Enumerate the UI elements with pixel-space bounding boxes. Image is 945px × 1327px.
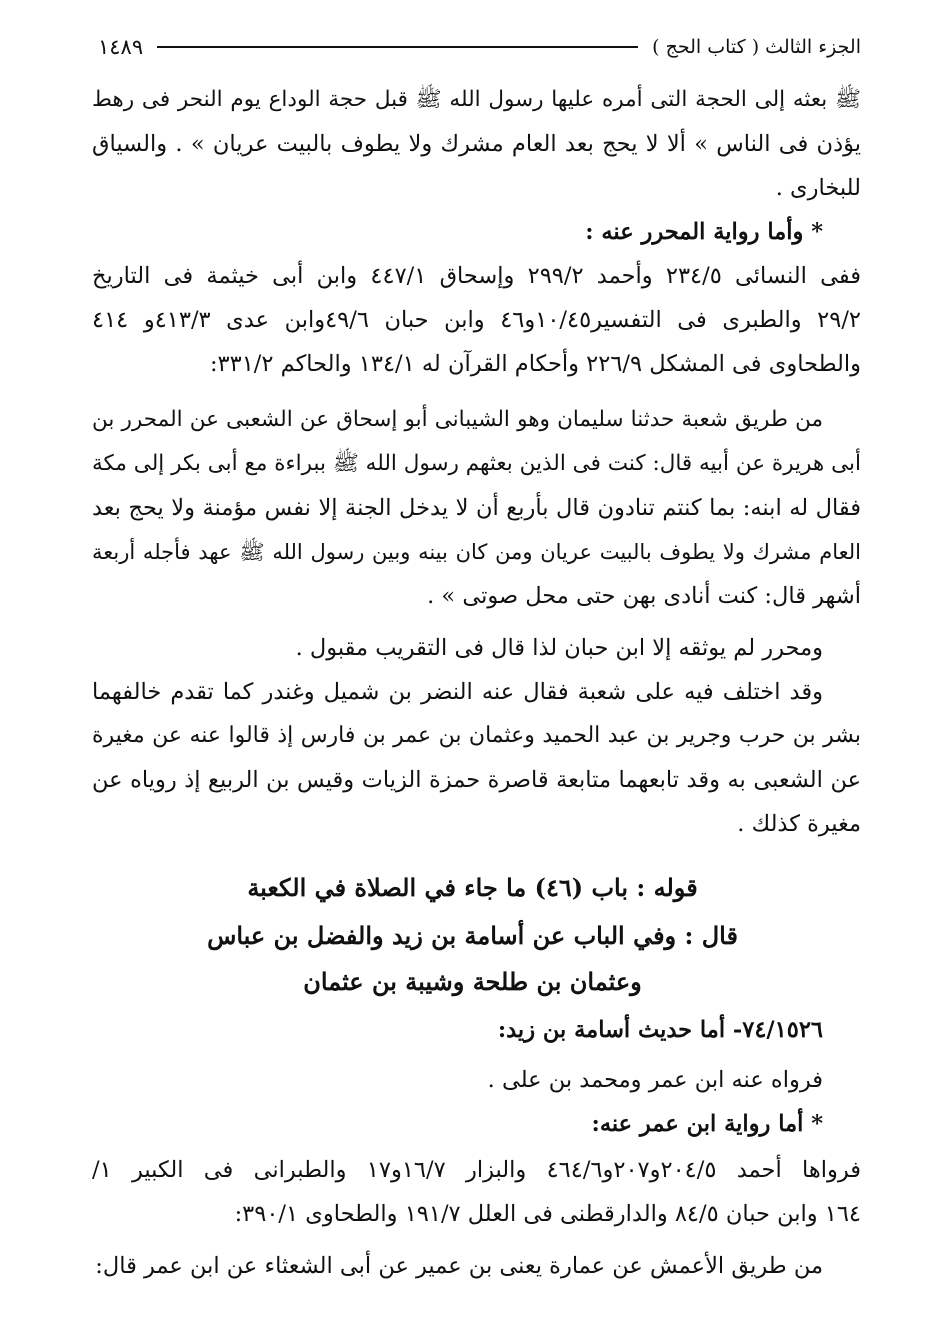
text-line: ومحرر لم يوثقه إلا ابن حبان لذا قال فى التقريب مقبول . (295, 635, 823, 661)
text-line: للبخارى . (775, 175, 861, 201)
chapter-subheading: وعثمان بن طلحة وشيبة بن عثمان (303, 967, 642, 996)
section-label: * أما رواية ابن عمر عنه: (591, 1111, 823, 1137)
text-line: العام مشرك ولا يطوف بالبيت عريان ومن كان بينه وبين رسول الله ﷺ عهد فأجله أربعة (92, 540, 861, 564)
text-line: عن الشعبى به وقد تابعهما متابعة قاصرة حمزة الزيات وقيس بن الربيع إذ روياه عن (92, 767, 861, 793)
text-line: ٢٩/٢ والطبرى فى التفسير١٠/٤٥و٤٦ وابن حبان ٤٩/٦وابن عدى ٤١٣/٣و ٤١٤ (92, 307, 861, 333)
text-line: ﷺ بعثه إلى الحجة التى أمره عليها رسول الله ﷺ قبل حجة الوداع يوم النحر فى رهط (92, 87, 861, 112)
text-line: يؤذن فى الناس » ألا لا يحج بعد العام مشرك ولا يطوف بالبيت عريان » . والسياق (92, 131, 861, 157)
text-line: فرواها أحمد ٢٠٤/٥و٢٠٧و٤٦٤/٦ والبزار ١٦/٧و١٧ والطبرانى فى الكبير ١/ (92, 1157, 861, 1183)
text-line: مغيرة كذلك . (737, 811, 861, 837)
section-label: * وأما رواية المحرر عنه : (585, 219, 823, 245)
text-line: من طريق شعبة حدثنا سليمان وهو الشيبانى أبو إسحاق عن الشعبى عن المحرر بن (92, 407, 823, 432)
chapter-subheading: قال : وفي الباب عن أسامة بن زيد والفضل بن عباس (207, 921, 738, 950)
text-line: فقال له ابنه: بما كنتم تنادون قال بأربع أن لا يدخل الجنة إلا نفس مؤمنة ولا يحج بعد (92, 495, 861, 521)
text-line: أبى هريرة عن أبيه قال: كنت فى الذين بعثهم رسول الله ﷺ ببراءة مع أبى بكر إلى مكة (92, 451, 861, 476)
text-line: ١٦٤ وابن حبان ٨٤/٥ والدارقطنى فى العلل ١٩١/٧ والطحاوى ٣٩٠/١: (234, 1201, 861, 1227)
running-header (98, 30, 861, 64)
text-line: فرواه عنه ابن عمر ومحمد بن على . (487, 1067, 823, 1093)
hadith-number-heading: ٧٤/١٥٢٦- أما حديث أسامة بن زيد: (497, 1017, 823, 1043)
header-title: الجزء الثالث ( كتاب الحج ) (652, 36, 861, 58)
text-line: أشهر قال: كنت أنادى بهن حتى محل صوتى » . (427, 583, 861, 609)
text-line: والطحاوى فى المشكل ٢٢٦/٩ وأحكام القرآن له ١٣٤/١ والحاكم ٣٣١/٢: (209, 351, 861, 377)
text-line: من طريق الأعمش عن عمارة يعنى بن عمير عن أبى الشعثاء عن ابن عمر قال: (95, 1253, 823, 1279)
text-line: وقد اختلف فيه على شعبة فقال عنه النضر بن شميل وغندر كما تقدم خالفهما (92, 679, 823, 705)
text-line: ففى النسائى ٢٣٤/٥ وأحمد ٢٩٩/٢ وإسحاق ٤٤٧/١ وابن أبى خيثمة فى التاريخ (92, 263, 861, 289)
text-line: بشر بن حرب وجرير بن عبد الحميد وعثمان بن عمر بن فارس إذ قالوا عنه عن مغيرة (92, 723, 861, 748)
header-rule (157, 46, 638, 48)
chapter-heading: قوله : باب (٤٦) ما جاء في الصلاة في الكعبة (247, 873, 698, 902)
page-number: ١٤٨٩ (98, 35, 144, 59)
